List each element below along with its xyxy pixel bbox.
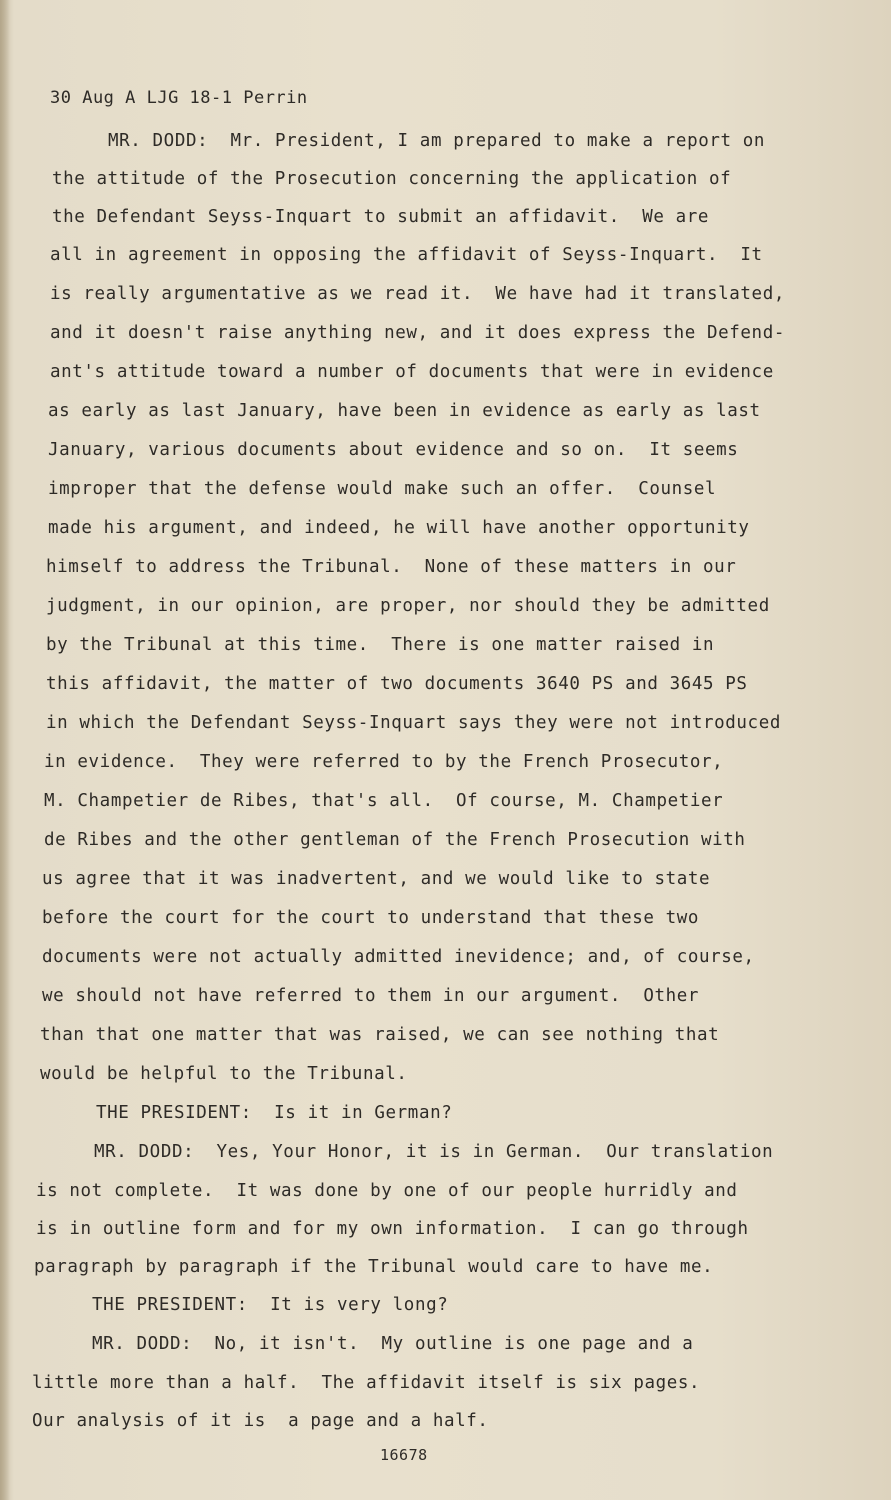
transcript-line: THE PRESIDENT: Is it in German?: [96, 1103, 453, 1123]
transcript-line: before the court for the court to understand that these two: [42, 908, 700, 928]
transcript-line: would be helpful to the Tribunal.: [40, 1064, 408, 1084]
transcript-line: little more than a half. The affidavit itself is six pages.: [32, 1373, 701, 1393]
transcript-line: in evidence. They were referred to by the French Prosecutor,: [44, 752, 724, 772]
transcript-line: made his argument, and indeed, he will have another opportunity: [48, 518, 750, 538]
transcript-line: as early as last January, have been in evidence as early as last: [48, 401, 761, 421]
transcript-line: ant's attitude toward a number of documents that were in evidence: [50, 362, 774, 382]
page-edge: [0, 0, 10, 1500]
transcript-line: MR. DODD: No, it isn't. My outline is one page and a: [92, 1334, 694, 1354]
transcript-line: and it doesn't raise anything new, and it does express the Defend-: [50, 323, 785, 343]
transcript-line: the attitude of the Prosecution concerning the application of: [52, 169, 732, 189]
page-number: 16678: [380, 1446, 428, 1464]
transcript-line: than that one matter that was raised, we can see nothing that: [40, 1025, 720, 1045]
transcript-line: improper that the defense would make such an offer. Counsel: [48, 479, 717, 499]
transcript-line: us agree that it was inadvertent, and we would like to state: [42, 869, 711, 889]
transcript-line: judgment, in our opinion, are proper, nor should they be admitted: [46, 596, 770, 616]
transcript-line: this affidavit, the matter of two documents 3640 PS and 3645 PS: [46, 674, 748, 694]
transcript-line: is really argumentative as we read it. We have had it translated,: [50, 284, 785, 304]
transcript-line: by the Tribunal at this time. There is one matter raised in: [46, 635, 715, 655]
transcript-line: is in outline form and for my own information. I can go through: [36, 1219, 749, 1239]
transcript-line: himself to address the Tribunal. None of these matters in our: [46, 557, 737, 577]
transcript-line: THE PRESIDENT: It is very long?: [92, 1295, 449, 1315]
transcript-line: MR. DODD: Mr. President, I am prepared to make a report on: [108, 131, 766, 151]
transcript-line: in which the Defendant Seyss-Inquart says they were not introduced: [46, 713, 781, 733]
transcript-line: all in agreement in opposing the affidavit of Seyss-Inquart. It: [50, 245, 763, 265]
transcript-line: Our analysis of it is a page and a half.: [32, 1411, 489, 1431]
transcript-line: documents were not actually admitted inevidence; and, of course,: [42, 947, 755, 967]
transcript-line: paragraph by paragraph if the Tribunal would care to have me.: [34, 1257, 714, 1277]
transcript-line: de Ribes and the other gentleman of the French Prosecution with: [44, 830, 746, 850]
transcript-line: the Defendant Seyss-Inquart to submit an affidavit. We are: [52, 207, 710, 227]
transcript-line: we should not have referred to them in our argument. Other: [42, 986, 700, 1006]
page-header: 30 Aug A LJG 18-1 Perrin: [50, 88, 308, 108]
transcript-line: MR. DODD: Yes, Your Honor, it is in German. Our translation: [94, 1142, 774, 1162]
transcript-line: January, various documents about evidence and so on. It seems: [48, 440, 739, 460]
transcript-line: M. Champetier de Ribes, that's all. Of course, M. Champetier: [44, 791, 724, 811]
transcript-line: is not complete. It was done by one of our people hurridly and: [36, 1181, 738, 1201]
